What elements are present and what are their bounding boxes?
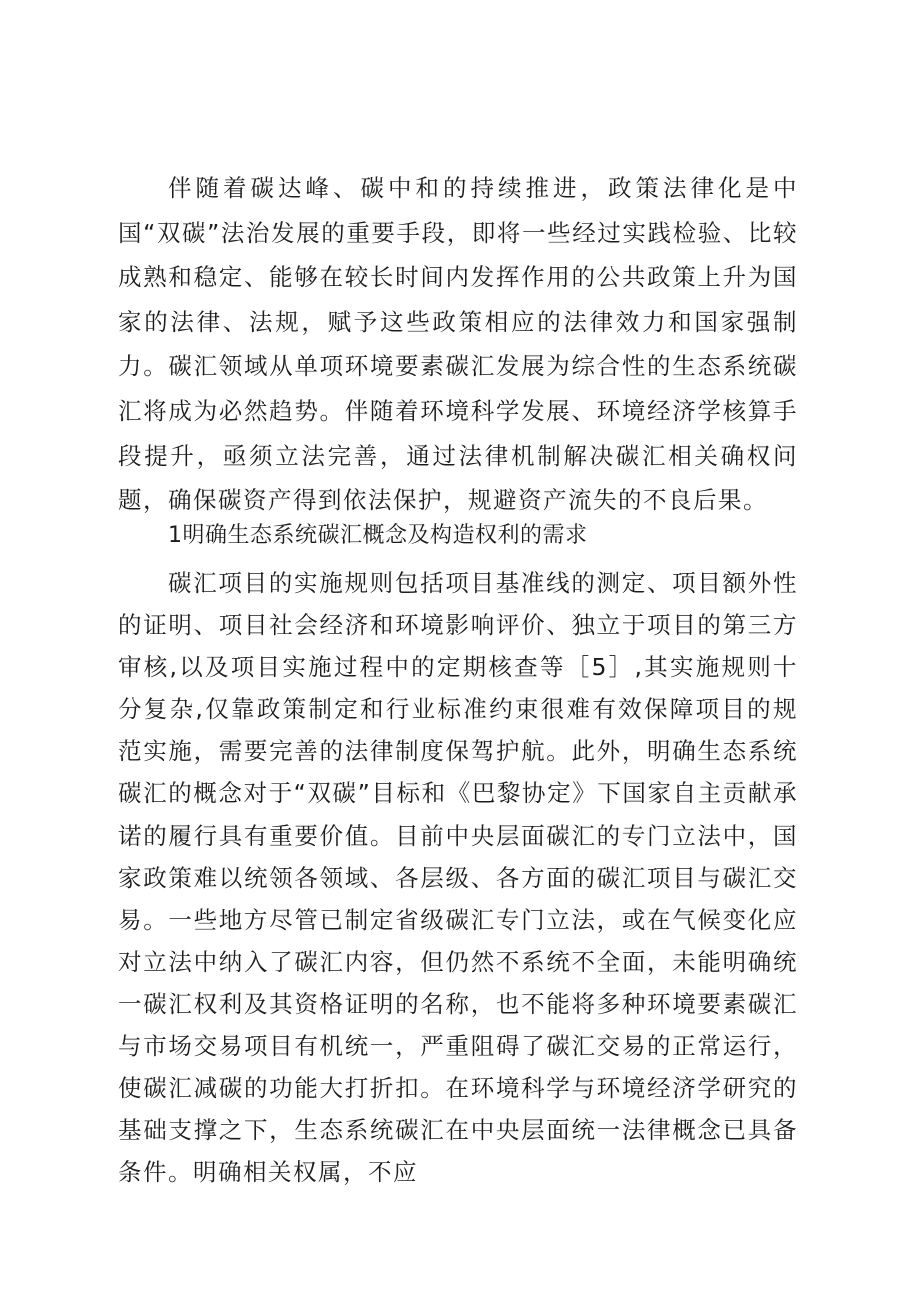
body-paragraph: 伴随着碳达峰、碳中和的持续推进，政策法律化是中国“双碳”法治发展的重要手段，即将一些经过实践检验、比较成熟和稳定、能够在较长时间内发挥作用的公共政策上升为国家的法律、法规，赋予这些政策相应的法律效力和国家强制力。碳汇领域从单项环境要素碳汇发展为综合性的生态系统碳汇将成为必然趋势。伴随着环境科学发展、环境经济学核算手段提升，亟须立法完善，通过法律机制解决碳汇相关确权问题，确保碳资产得到依法保护，规避资产流失的不良后果。 bbox=[118, 174, 798, 515]
section-body-paragraph: 碳汇项目的实施规则包括项目基准线的测定、项目额外性的证明、项目社会经济和环境影响评价、独立于项目的第三方审核,以及项目实施过程中的定期核查等［5］,其实施规则十分复杂,仅靠政策制定和行业标准约束很难有效保障项目的规范实施，需要完善的法律制度保驾护航。此外，明确生态系统碳汇的概念对于“双碳”目标和《巴黎协定》下国家自主贡献承诺的履行具有重要价值。目前中央层面碳汇的专门立法中，国家政策难以统领各领域、各层级、各方面的碳汇项目与碳汇交易。一些地方尽管已制定省级碳汇专门立法，或在气候变化应对立法中纳入了碳汇内容，但仍然不系统不全面，未能明确统一碳汇权利及其资格证明的名称，也不能将多种环境要素碳汇与市场交易项目有机统一，严重阻碍了碳汇交易的正常运行，使碳汇减碳的功能大打折扣。在环境科学与环境经济学研究的基础支撑之下，生态系统碳汇在中央层面统一法律概念已具备条件。明确相关权属，不应 bbox=[118, 569, 798, 1187]
section-heading: 1明确生态系统碳汇概念及构造权利的需求 bbox=[168, 523, 588, 548]
